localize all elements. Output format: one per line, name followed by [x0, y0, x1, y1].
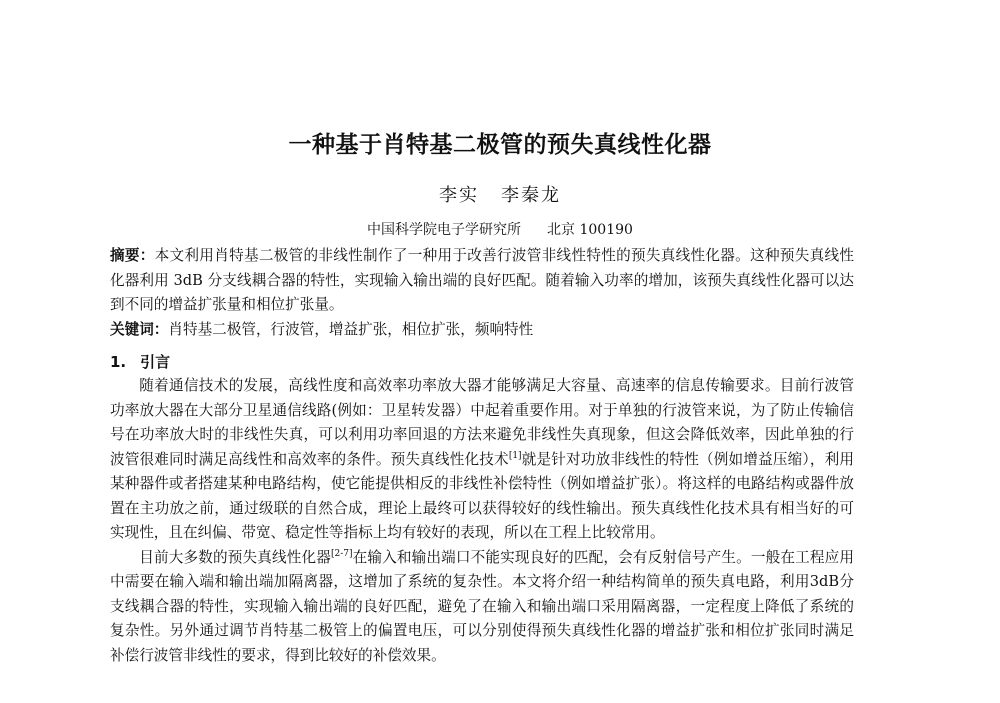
- section-heading: [110, 350, 854, 374]
- paragraph: [110, 546, 854, 669]
- paragraph-text: 随着通信技术的发展，高线性度和高效率功率放大器才能够满足大容量、高速率的信息传输要求。目前行波管功率放大器在大部分卫星通信线路(例如：卫星转发器）中起着重要作用。对于单独的行波管来说，为了防止传输信号在功率放大时的非线性失真，可以利用功率回退的方法来避免非线性失真现象，但这会降低效率，因此单独的行波管很难同时满足高线性和高效率的条件。预失真线性化技术: [110, 377, 854, 468]
- affiliation-institution: 中国科学院电子学研究所: [367, 222, 522, 238]
- author-name: 李实: [439, 185, 479, 206]
- paragraph-text: 在输入和输出端口不能实现良好的匹配，会有反射信号产生。一般在工程应用中需要在输入端和输出端加隔离器，这增加了系统的复杂性。本文将介绍一种结构简单的预失真电路，利用3dB分支线耦合器的特性，实现输入输出端的良好匹配，避免了在输入和输出端口采用隔离器，一定程度上降低了系统的复杂性。另外通过调节肖特基二极管上的偏置电压，可以分别使得预失真线性化器的增益扩张和相位扩张同时满足补偿行波管非线性的要求，得到比较好的补偿效果。: [110, 548, 854, 664]
- abstract-text: 本文利用肖特基二极管的非线性制作了一种用于改善行波管非线性特性的预失真线性化器。这种预失真线性化器利用 3dB 分支线耦合器的特性，实现输入输出端的良好匹配。随着输入功率的增加，该预失真线性化器可以达到不同的增益扩张量和相位扩张量。: [110, 247, 854, 313]
- author-list: [0, 181, 1000, 207]
- keywords-label: 关键词：: [110, 320, 169, 338]
- section-title: 引言: [140, 353, 171, 371]
- paragraph-text: 就是针对功放非线性的特性（例如增益压缩），利用某种器件或者搭建某种电路结构，使它能提供相反的非线性补偿特性（例如增益扩张）。将这样的电路结构或器件放置在主功放之前，通过级联的自然合成，理论上最终可以获得较好的线性输出。预失真线性化技术具有相当好的可实现性，且在纠偏、带宽、稳定性等指标上均有较好的表现，所以在工程上比较常用。: [110, 450, 854, 541]
- paper-title: 一种基于肖特基二极管的预失真线性化器: [288, 132, 712, 158]
- keywords-text: 肖特基二极管，行波管，增益扩张，相位扩张，频响特性: [168, 320, 534, 338]
- author-name: 李秦龙: [501, 185, 561, 206]
- section-number: 1.: [110, 353, 127, 371]
- paragraph-text: 目前大多数的预失真线性化器: [139, 548, 331, 566]
- keywords: [110, 318, 854, 343]
- paragraph: [110, 374, 854, 546]
- citation-ref: [2-7]: [330, 548, 353, 559]
- abstract: [110, 244, 854, 318]
- citation-ref: [1]: [508, 450, 522, 461]
- affiliation: [0, 219, 1000, 239]
- affiliation-location: 北京 100190: [547, 222, 633, 238]
- abstract-label: 摘要：: [110, 247, 155, 264]
- paper-body: [110, 244, 854, 668]
